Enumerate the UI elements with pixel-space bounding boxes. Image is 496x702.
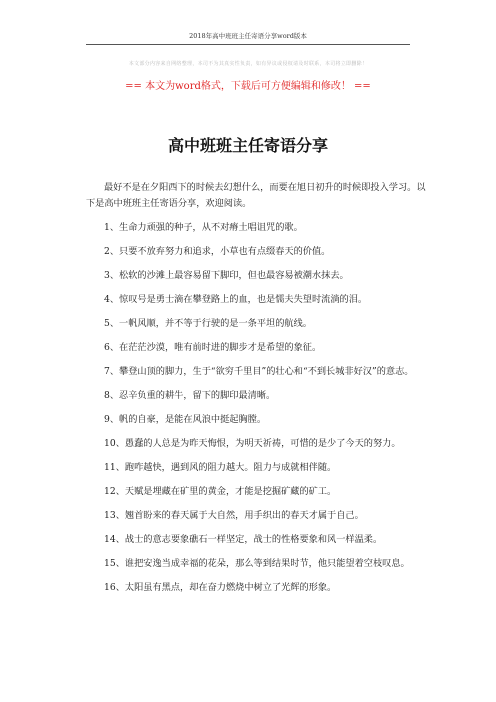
list-item: 15、谁把安逸当成幸福的花朵，那么等到结果时节，他只能望着空枝叹息。 xyxy=(104,558,410,569)
list-item: 12、天赋是埋藏在矿里的黄金，才能是挖掘矿藏的矿工。 xyxy=(104,486,337,497)
list-item: 8、忍辛负重的耕牛，留下的脚印最清晰。 xyxy=(104,390,276,401)
list-item: 7、攀登山顶的脚力，生于“欲穷千里目”的壮心和“不到长城非好汉”的意志。 xyxy=(104,366,414,377)
list-item: 2、只要不放弃努力和追求，小草也有点缀春天的价值。 xyxy=(104,246,331,257)
list-item: 6、在茫茫沙漠，唯有前时进的脚步才是希望的象征。 xyxy=(104,342,322,353)
list-item: 16、太阳虽有黑点，却在奋力燃烧中树立了光辉的形象。 xyxy=(104,582,337,593)
list-item: 3、松软的沙滩上最容易留下脚印，但也最容易被潮水抹去。 xyxy=(104,270,349,281)
intro-paragraph: 最好不是在夕阳西下的时候去幻想什么，而要在旭日初升的时候即投入学习。以下是高中班班主任寄语分享，欢迎阅读。 xyxy=(86,182,426,209)
document-body xyxy=(86,180,428,604)
header-divider xyxy=(86,44,410,45)
list-item: 4、惊叹号是勇士滴在攀登路上的血，也是懦夫失望时流淌的泪。 xyxy=(104,294,368,305)
disclaimer-text: 本文部分内容来自网络整理，本司不为其真实性负责，如有异议或侵权请及时联系，本司将立即删除！ xyxy=(128,61,368,67)
list-item: 9、帆的自豪，是能在风浪中挺起胸膛。 xyxy=(104,414,267,425)
list-item: 1、生命力顽强的种子，从不对瘠土唱诅咒的歌。 xyxy=(104,222,303,233)
list-item: 14、战士的意志要象礁石一样坚定，战士的性格要象和风一样温柔。 xyxy=(104,534,383,545)
page-header-title: 2018年高中班班主任寄语分享word版本 xyxy=(189,32,307,40)
list-item: 13、翘首盼来的春天属于大自然，用手织出的春天才属于自己。 xyxy=(104,510,364,521)
list-item: 11、跑咋越快，遇到风的阻力越大。阻力与成就相伴随。 xyxy=(104,462,337,473)
document-title: 高中班班主任寄语分享 xyxy=(167,136,328,155)
list-item: 5、一帆风顺，并不等于行驶的是一条平坦的航线。 xyxy=(104,318,312,329)
list-item: 10、愚蠢的人总是为昨天悔恨，为明天祈祷，可惜的是少了今天的努力。 xyxy=(104,438,401,449)
format-notice: == 本文为word格式，下载后可方便编辑和修改！ == xyxy=(125,81,371,92)
